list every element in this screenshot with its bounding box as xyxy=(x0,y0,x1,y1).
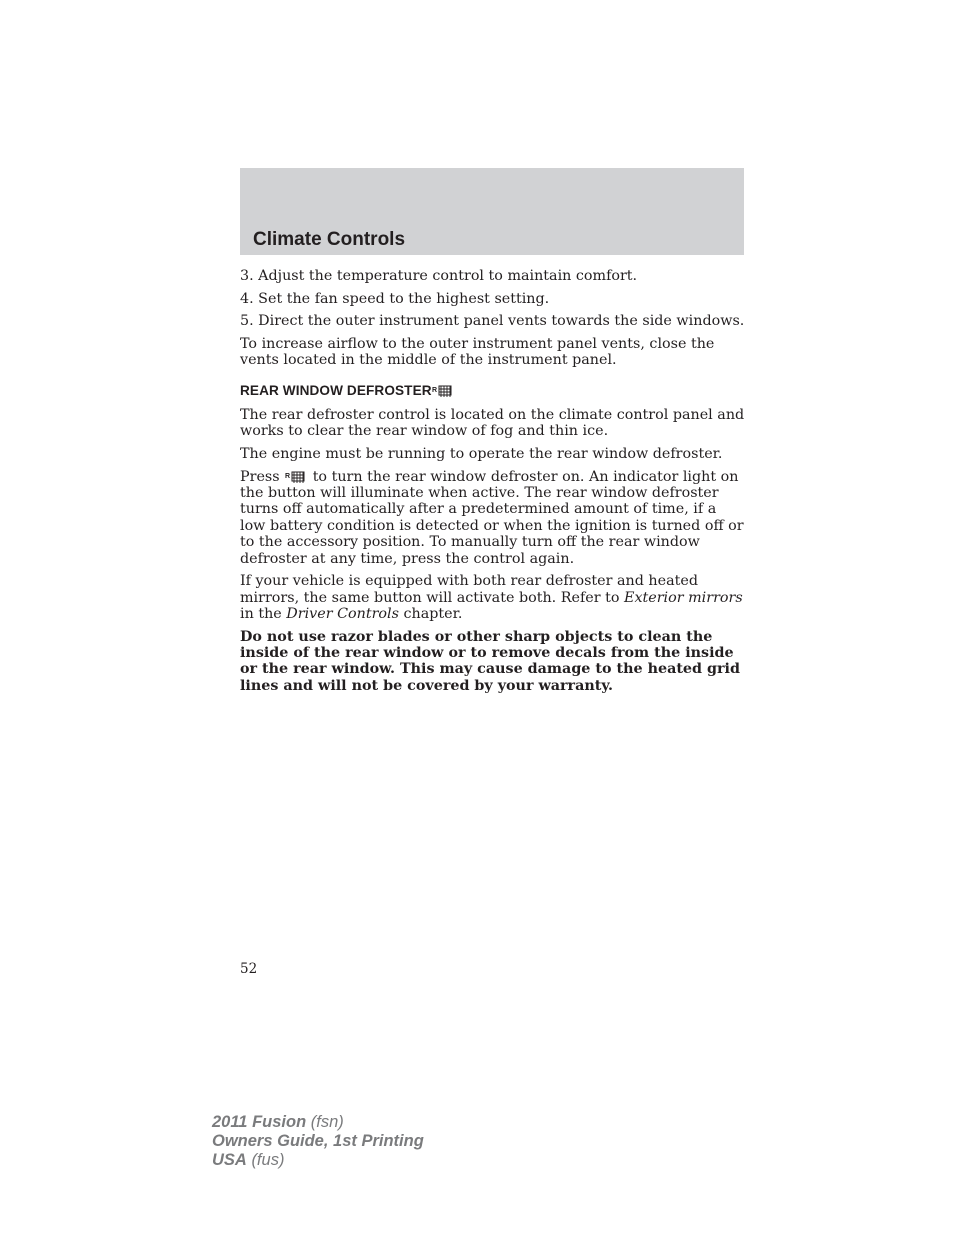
engine-running-paragraph: The engine must be running to operate the rear window defroster. xyxy=(240,446,723,462)
page-number: 52 xyxy=(240,961,258,977)
footer-model: 2011 Fusion xyxy=(212,1113,307,1131)
heated-mirrors-paragraph xyxy=(240,573,746,622)
footer-market-code: (fus) xyxy=(251,1151,285,1169)
section-title: Climate Controls xyxy=(253,229,406,250)
razor-blade-warning: Do not use razor blades or other sharp objects to clean the inside of the rear window or to remove decals from the inside or the rear window. This may cause damage to the heated grid lines and will not be covered by your warranty. xyxy=(240,628,740,694)
airflow-note: To increase airflow to the outer instrument panel vents, close the vents located in the middle of the instrument panel. xyxy=(240,335,715,369)
press-prefix: Press xyxy=(240,468,280,485)
heated-mirrors-text-a: If your vehicle is equipped with both rear defroster and heated mirrors, the same button will activate both. Refer to xyxy=(240,573,698,606)
section-header-band xyxy=(240,168,744,255)
defroster-location-paragraph: The rear defroster control is located on the climate control panel and works to clear the rear window of fog and thin ice. xyxy=(240,407,745,440)
heated-mirrors-text-c: chapter. xyxy=(403,606,463,623)
press-suffix: to turn the rear window defroster on. An indicator light on the button will illuminate when active. The rear window defroster turns off automatically after a predetermined amount of time, if a low battery condition is detected or when the ignition is turned off or to the accessory position. To manually turn off the rear window defroster at any time, press the control again. xyxy=(240,468,744,567)
exterior-mirrors-reference: Exterior mirrors xyxy=(624,589,743,606)
step-5: 5. Direct the outer instrument panel vents towards the side windows. xyxy=(240,313,745,330)
rear-defrost-icon xyxy=(432,384,454,398)
driver-controls-reference: Driver Controls xyxy=(286,606,399,623)
step-3: 3. Adjust the temperature control to maintain comfort. xyxy=(240,268,638,284)
footer xyxy=(212,1113,424,1170)
footer-market: USA xyxy=(212,1151,247,1169)
page-content xyxy=(240,268,746,700)
rear-defroster-heading-text: REAR WINDOW DEFROSTER xyxy=(240,382,432,398)
svg-text:R: R xyxy=(431,386,437,394)
rear-defrost-icon-inline xyxy=(284,470,308,484)
press-control-paragraph xyxy=(240,469,746,567)
footer-line-1 xyxy=(212,1113,424,1132)
rear-defroster-heading xyxy=(240,383,746,399)
step-4: 4. Set the fan speed to the highest setting. xyxy=(240,290,550,307)
footer-line-2 xyxy=(212,1132,424,1151)
footer-edition: Owners Guide, 1st Printing xyxy=(212,1132,424,1150)
footer-line-3 xyxy=(212,1151,424,1170)
footer-model-code: (fsn) xyxy=(310,1113,344,1131)
heated-mirrors-text-b: in the xyxy=(240,606,282,623)
svg-text:R: R xyxy=(285,472,291,480)
